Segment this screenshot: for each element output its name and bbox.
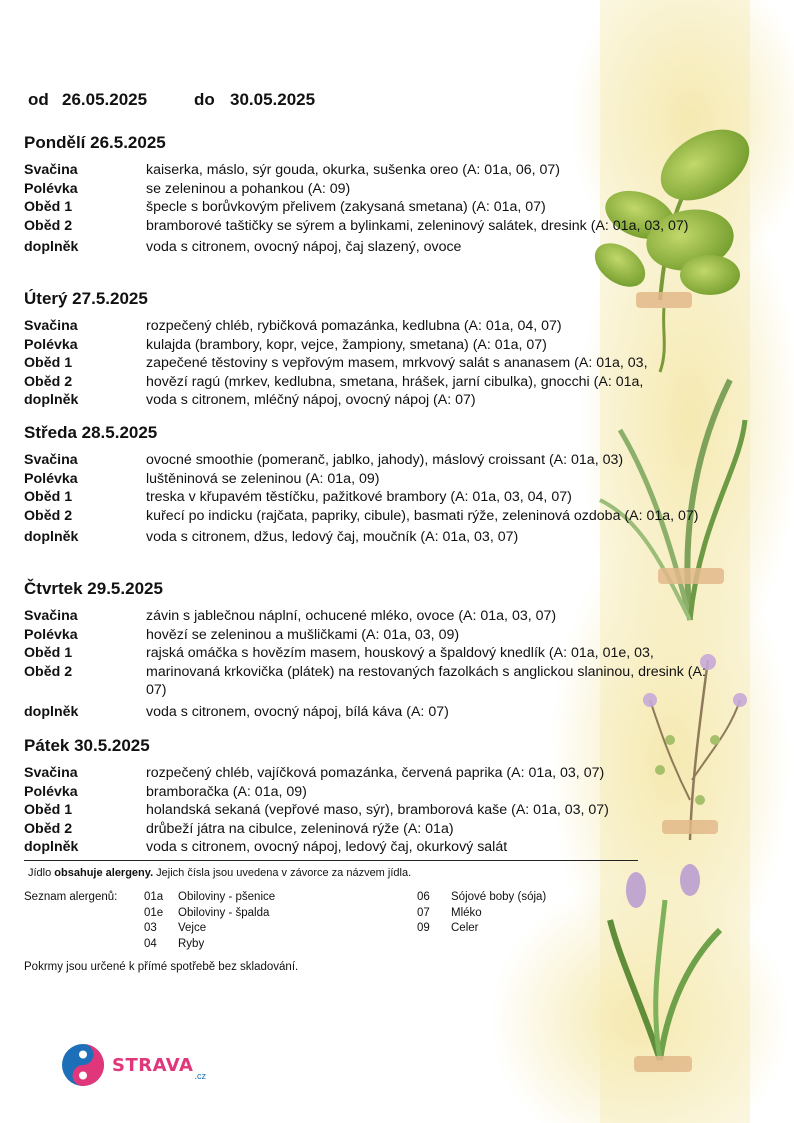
menu-row-obed-1 xyxy=(24,354,724,373)
row-label: Polévka xyxy=(24,180,78,197)
period-to-date: 30.05.2025 xyxy=(230,90,316,109)
row-label: Polévka xyxy=(24,336,78,353)
allergen-code: 04 xyxy=(144,937,157,950)
allergen-code: 09 xyxy=(417,922,430,934)
note-text: Jejich čísla jsou uvedena v závorce za názvem jídla. xyxy=(153,867,412,879)
menu-row-polevka xyxy=(24,336,724,355)
row-value: kuřecí po indicku (rajčata, papriky, cibule), basmati rýže, zeleninová ozdoba (A: 01a, 07) xyxy=(146,507,699,524)
menu-row-svacina xyxy=(24,317,724,336)
row-value: treska v křupavém těstíčku, pažitkové brambory (A: 01a, 03, 04, 07) xyxy=(146,489,572,506)
menu-row-obed-2 xyxy=(24,507,724,526)
note-text: Jídlo xyxy=(28,867,55,879)
row-value: bramboračka (A: 01a, 09) xyxy=(146,783,307,800)
row-value: voda s citronem, ovocný nápoj, bílá káva (A: 07) xyxy=(146,703,449,720)
row-value: luštěninová se zeleninou (A: 01a, 09) xyxy=(146,470,380,487)
row-value: ovocné smoothie (pomeranč, jablko, jahody), máslový croissant (A: 01a, 03) xyxy=(146,452,624,468)
allergen-column-1 xyxy=(144,890,275,952)
row-value: voda s citronem, džus, ledový čaj, moučník (A: 01a, 03, 07) xyxy=(146,529,519,546)
row-label: Oběd 2 xyxy=(24,663,73,680)
menu-row-polevka xyxy=(24,626,724,645)
row-value: rozpečený chléb, rybičková pomazánka, kedlubna (A: 01a, 04, 07) xyxy=(146,318,562,334)
row-label: Oběd 1 xyxy=(24,199,73,216)
period-from-label: od xyxy=(28,90,49,109)
menu-row-obed-2 xyxy=(24,217,724,236)
menu-row-svacina xyxy=(24,764,724,783)
day-section-monday xyxy=(24,133,724,257)
menu-row-doplnek xyxy=(24,238,724,257)
menu-row-svacina xyxy=(24,161,724,180)
menu-row-doplnek xyxy=(24,528,724,547)
row-value: rajská omáčka s hovězím masem, houskový a špaldový knedlík (A: 01a, 01e, 03, xyxy=(146,645,654,662)
allergen-note xyxy=(28,867,411,879)
note-bold: obsahuje alergeny. xyxy=(54,867,154,879)
strava-logo-text: STRAVA xyxy=(112,1054,194,1076)
row-value: marinovaná krkovička (plátek) na restovaných fazolkách s anglickou slaninou, dresink (A: 07) xyxy=(146,663,706,699)
menu-row-obed-2 xyxy=(24,663,724,700)
allergen-name: Obiloviny - pšenice xyxy=(178,891,276,903)
row-value: voda s citronem, ovocný nápoj, čaj slazený, ovoce xyxy=(146,239,462,256)
row-label: Oběd 1 xyxy=(24,802,73,819)
menu-period xyxy=(28,90,315,110)
allergen-item xyxy=(417,906,546,922)
row-value: se zeleninou a pohankou (A: 09) xyxy=(146,180,351,197)
strava-logo xyxy=(60,1042,206,1088)
menu-row-svacina xyxy=(24,451,724,470)
row-value: holandská sekaná (vepřové maso, sýr), bramborová kaše (A: 01a, 03, 07) xyxy=(146,802,609,819)
row-value: kulajda (brambory, kopr, vejce, žampiony, smetana) (A: 01a, 07) xyxy=(146,336,547,353)
allergen-name: Vejce xyxy=(178,922,207,934)
row-label: Svačina xyxy=(24,765,78,781)
menu-row-obed-1 xyxy=(24,801,724,820)
menu-row-polevka xyxy=(24,470,724,489)
day-title: Pondělí 26.5.2025 xyxy=(24,133,166,152)
allergen-name: Mléko xyxy=(451,906,482,919)
allergen-item xyxy=(417,921,546,937)
storage-note: Pokrmy jsou určené k přímé spotřebě bez skladování. xyxy=(24,961,299,973)
day-title: Pátek 30.5.2025 xyxy=(24,736,150,755)
period-from-date: 26.05.2025 xyxy=(62,90,148,109)
row-value: hovězí se zeleninou a mušličkami (A: 01a, 03, 09) xyxy=(146,626,460,643)
row-value: rozpečený chléb, vajíčková pomazánka, červená paprika (A: 01a, 03, 07) xyxy=(146,765,605,781)
row-label: Oběd 2 xyxy=(24,217,73,234)
menu-row-obed-2 xyxy=(24,820,724,839)
row-value: hovězí ragú (mrkev, kedlubna, smetana, hrášek, jarní cibulka), gnocchi (A: 01a, xyxy=(146,373,644,390)
menu-row-polevka xyxy=(24,783,724,802)
row-label: Oběd 1 xyxy=(24,645,73,662)
allergen-name: Sójové boby (sója) xyxy=(451,891,547,903)
allergen-code: 01e xyxy=(144,906,164,919)
day-section-wednesday xyxy=(24,423,724,547)
row-label: Svačina xyxy=(24,608,78,624)
row-label: doplněk xyxy=(24,839,79,856)
row-value: drůbeží játra na cibulce, zeleninová rýže (A: 01a) xyxy=(146,820,454,837)
row-value: bramborové taštičky se sýrem a bylinkami, zeleninový salátek, dresink (A: 01a, 03, 07) xyxy=(146,217,689,234)
menu-row-obed-1 xyxy=(24,644,724,663)
strava-logo-icon xyxy=(60,1042,106,1088)
period-to-label: do xyxy=(194,90,215,109)
day-title: Středa 28.5.2025 xyxy=(24,423,158,442)
row-label: doplněk xyxy=(24,239,79,256)
allergen-column-2 xyxy=(417,890,546,937)
allergen-code: 01a xyxy=(144,891,164,903)
allergen-name: Ryby xyxy=(178,937,205,950)
allergen-item xyxy=(417,890,546,906)
divider xyxy=(24,860,638,861)
allergen-code: 07 xyxy=(417,906,430,919)
menu-row-obed-1 xyxy=(24,488,724,507)
row-label: Svačina xyxy=(24,162,78,178)
row-value: špecle s borůvkovým přelivem (zakysaná smetana) (A: 01a, 07) xyxy=(146,199,546,216)
menu-row-svacina xyxy=(24,607,724,626)
day-section-friday xyxy=(24,736,724,857)
row-value: závin s jablečnou náplní, ochucené mléko, ovoce (A: 01a, 03, 07) xyxy=(146,608,557,624)
row-label: doplněk xyxy=(24,529,79,546)
row-label: Polévka xyxy=(24,626,78,643)
allergen-item xyxy=(144,937,275,953)
row-label: Polévka xyxy=(24,783,78,800)
day-section-thursday xyxy=(24,579,724,722)
row-label: Oběd 1 xyxy=(24,489,73,506)
day-title: Úterý 27.5.2025 xyxy=(24,289,148,308)
menu-row-obed-2 xyxy=(24,373,724,392)
row-label: Oběd 2 xyxy=(24,507,73,524)
row-value: kaiserka, máslo, sýr gouda, okurka, sušenka oreo (A: 01a, 06, 07) xyxy=(146,162,561,178)
menu-row-doplnek xyxy=(24,391,724,410)
strava-logo-suffix: .cz xyxy=(194,1071,206,1081)
row-label: Oběd 2 xyxy=(24,373,73,390)
allergen-code: 06 xyxy=(417,891,430,903)
menu-row-doplnek xyxy=(24,703,724,722)
row-label: Oběd 2 xyxy=(24,820,73,837)
day-section-tuesday xyxy=(24,289,724,410)
row-label: Polévka xyxy=(24,470,78,487)
row-value: voda s citronem, ovocný nápoj, ledový čaj, okurkový salát xyxy=(146,839,508,856)
day-title: Čtvrtek 29.5.2025 xyxy=(24,579,163,598)
menu-row-doplnek xyxy=(24,838,724,857)
allergen-name: Celer xyxy=(451,922,479,934)
allergen-item xyxy=(144,890,275,906)
row-label: Svačina xyxy=(24,318,78,334)
allergen-item xyxy=(144,906,275,922)
allergen-list-label: Seznam alergenů: xyxy=(24,891,118,903)
allergen-code: 03 xyxy=(144,922,157,934)
row-value: zapečené těstoviny s vepřovým masem, mrkvový salát s ananasem (A: 01a, 03, xyxy=(146,355,648,372)
row-label: doplněk xyxy=(24,392,79,409)
row-label: Svačina xyxy=(24,452,78,468)
row-label: Oběd 1 xyxy=(24,355,73,372)
allergen-item xyxy=(144,921,275,937)
menu-row-obed-1 xyxy=(24,198,724,217)
allergen-name: Obiloviny - špalda xyxy=(178,906,270,919)
menu-row-polevka xyxy=(24,180,724,199)
row-value: voda s citronem, mléčný nápoj, ovocný nápoj (A: 07) xyxy=(146,392,476,409)
row-label: doplněk xyxy=(24,703,79,720)
